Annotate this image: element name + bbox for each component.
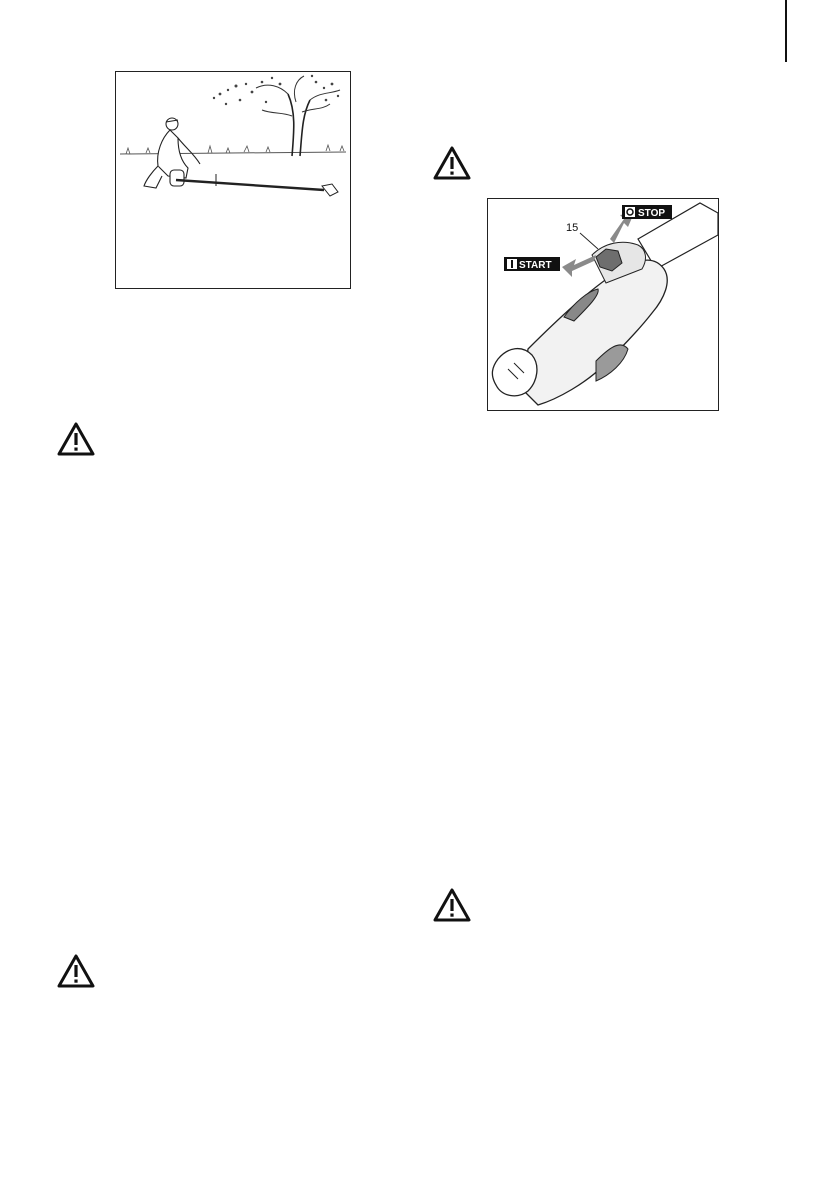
pole-saw-operation-illustration [115, 71, 351, 289]
warning-triangle-icon [57, 422, 95, 456]
warning-triangle-icon [433, 888, 471, 922]
start-stop-switch-illustration [487, 198, 719, 411]
warning-triangle-icon [433, 146, 471, 180]
pole-saw-operation-drawing [116, 72, 350, 288]
start-stop-switch-drawing [488, 199, 718, 410]
warning-triangle-icon [57, 954, 95, 988]
stop-label: STOP [638, 208, 666, 219]
start-label: START [519, 260, 552, 271]
page-crop-line [785, 0, 787, 62]
callout-number: 15 [566, 222, 579, 234]
